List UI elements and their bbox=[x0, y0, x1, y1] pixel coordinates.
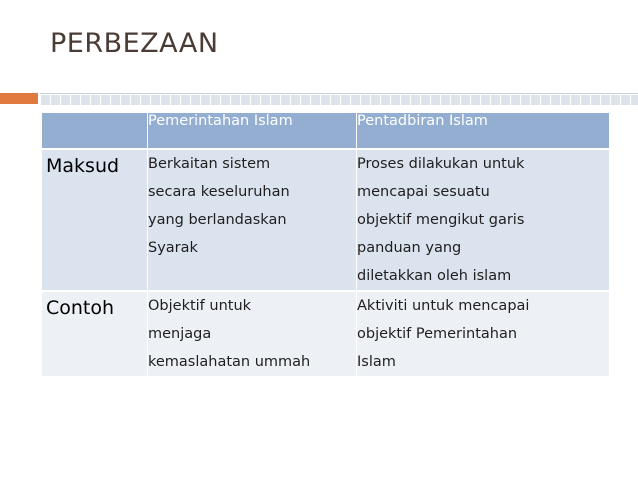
cell-text-line: Islam bbox=[357, 354, 396, 370]
cell-text-line: Aktiviti untuk mencapai bbox=[357, 298, 530, 314]
table-header-row bbox=[42, 113, 610, 149]
cell-text-line: menjaga bbox=[148, 326, 212, 342]
cell-text-line: objektif Pemerintahan bbox=[357, 326, 518, 342]
cell-text-line: diletakkan oleh islam bbox=[357, 268, 512, 284]
comparison-table bbox=[42, 113, 610, 376]
accent-orange-block bbox=[0, 93, 38, 104]
column-header-pentadbiran: Pentadbiran Islam bbox=[357, 113, 610, 149]
table-row bbox=[42, 149, 610, 291]
table-corner-cell bbox=[42, 113, 148, 149]
cell-text-line: Syarak bbox=[148, 240, 198, 256]
cell-contoh-pentadbiran bbox=[357, 291, 610, 376]
cell-text-line: mencapai sesuatu bbox=[357, 184, 490, 200]
cell-text-line: kemaslahatan ummah bbox=[148, 354, 311, 370]
cell-maksud-pemerintahan bbox=[148, 149, 357, 291]
cell-contoh-pemerintahan bbox=[148, 291, 357, 376]
cell-text-line: Berkaitan sistem bbox=[148, 156, 271, 172]
table-row bbox=[42, 291, 610, 376]
cell-text-line: panduan yang bbox=[357, 240, 462, 256]
title-accent-bar bbox=[0, 93, 638, 104]
cell-text-line: objektif mengikut garis bbox=[357, 212, 525, 228]
row-header-contoh: Contoh bbox=[42, 291, 148, 376]
cell-text-line: secara keseluruhan bbox=[148, 184, 290, 200]
accent-grid-strip bbox=[40, 93, 638, 105]
cell-text-line: Objektif untuk bbox=[148, 298, 252, 314]
cell-text-line: yang berlandaskan bbox=[148, 212, 287, 228]
slide-title: PERBEZAAN bbox=[50, 28, 219, 59]
cell-maksud-pentadbiran bbox=[357, 149, 610, 291]
column-header-pemerintahan: Pemerintahan Islam bbox=[148, 113, 357, 149]
row-header-maksud: Maksud bbox=[42, 149, 148, 291]
cell-text-line: Proses dilakukan untuk bbox=[357, 156, 525, 172]
